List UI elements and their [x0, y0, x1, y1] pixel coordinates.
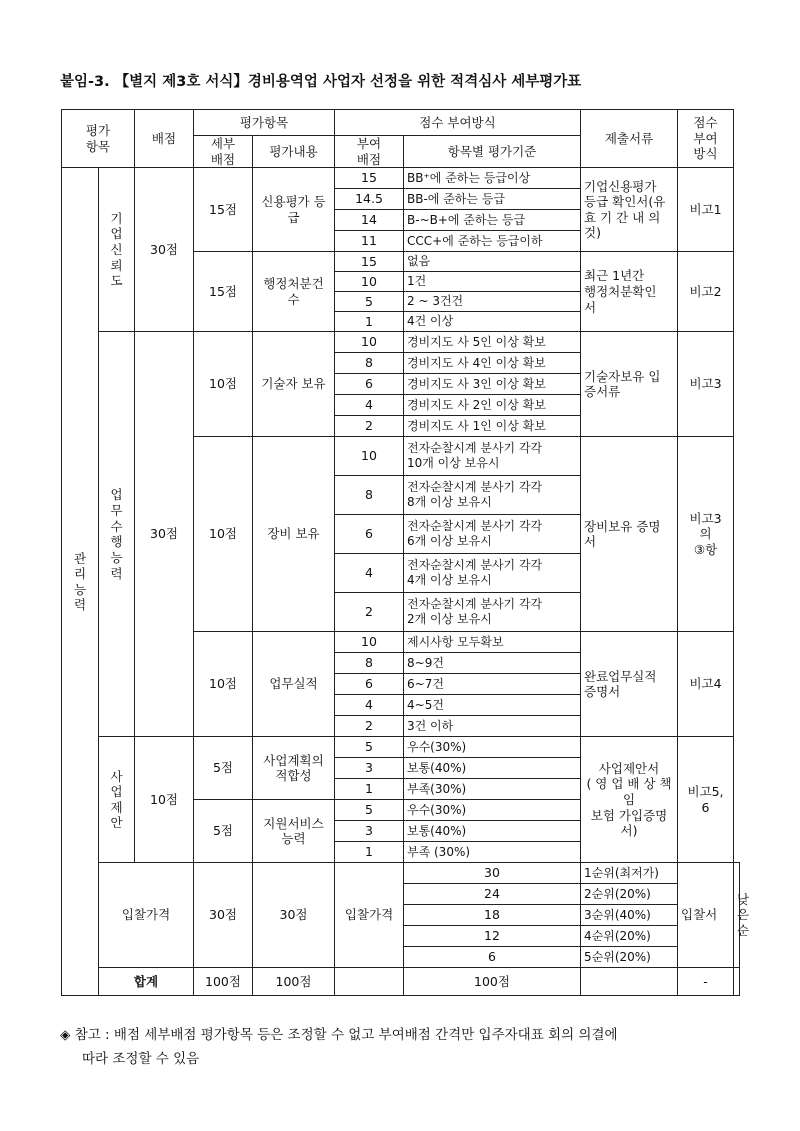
- criterion: 부족 (30%): [404, 842, 581, 863]
- given-score: 1: [335, 842, 404, 863]
- total-given: 100점: [404, 968, 581, 996]
- score-method: 비고2: [678, 252, 734, 332]
- score-method: 비고5, 6: [678, 737, 734, 863]
- criterion: 우수(30%): [404, 800, 581, 821]
- given-score: 3: [335, 821, 404, 842]
- header-eval-item: 평가 항목: [62, 110, 135, 168]
- header-score: 배점: [135, 110, 194, 168]
- given-score: 10: [335, 632, 404, 653]
- given-score: 10: [335, 437, 404, 476]
- criterion: 부족(30%): [404, 779, 581, 800]
- score-method: 비고3: [678, 332, 734, 437]
- header-eval-content: 평가내용: [253, 136, 335, 168]
- criterion: 전자순찰시계 분사기 각각 6개 이상 보유시: [404, 515, 581, 554]
- given-score: 10: [335, 332, 404, 353]
- diamond-bullet-icon: ◈: [60, 1027, 71, 1043]
- eval-content: 사업계획의 적합성: [253, 737, 335, 800]
- criterion: 4~5건: [404, 695, 581, 716]
- sub-score: 15점: [194, 252, 253, 332]
- given-score: 4: [335, 695, 404, 716]
- sub-score: 15점: [194, 168, 253, 252]
- total-score: 100점: [194, 968, 253, 996]
- criterion: 4건 이상: [404, 312, 581, 332]
- group-proposal: 사 업 제 안: [99, 737, 135, 863]
- given-score: 11: [335, 231, 404, 252]
- table-row: [62, 863, 740, 884]
- criterion: 전자순찰시계 분사기 각각 8개 이상 보유시: [404, 476, 581, 515]
- score-method: 비고3 의 ③항: [678, 437, 734, 632]
- given-score: 6: [335, 674, 404, 695]
- criterion: 1순위(최저가): [581, 863, 678, 884]
- documents: 사업제안서 ( 영 업 배 상 책 임 보험 가입증명 서): [581, 737, 678, 863]
- proposal-score: 10점: [135, 737, 194, 863]
- criterion: 전자순찰시계 분사기 각각 10개 이상 보유시: [404, 437, 581, 476]
- given-score: 8: [335, 353, 404, 374]
- header-sub-score: 세부 배점: [194, 136, 253, 168]
- given-score: 15: [335, 168, 404, 189]
- criterion: 경비지도 사 1인 이상 확보: [404, 416, 581, 437]
- criterion: 2순위(20%): [581, 884, 678, 905]
- criterion: 경비지도 사 2인 이상 확보: [404, 395, 581, 416]
- criterion: 1건: [404, 272, 581, 292]
- sub-score: 10점: [194, 437, 253, 632]
- criterion: 경비지도 사 4인 이상 확보: [404, 353, 581, 374]
- eval-content: 지원서비스 능력: [253, 800, 335, 863]
- group-bid: 입찰가격: [99, 863, 194, 968]
- page-title: 붙임-3. 【별지 제3호 서식】경비용역업 사업자 선정을 위한 적격심사 세부평가표: [60, 74, 582, 90]
- header-score-method: 점수 부여 방식: [678, 110, 734, 168]
- group-performance: 업 무 수 행 능 력: [99, 332, 135, 737]
- criterion: 8~9건: [404, 653, 581, 674]
- footnote: [60, 1023, 740, 1072]
- eval-content: 기술자 보유: [253, 332, 335, 437]
- sub-score: 5점: [194, 800, 253, 863]
- total-empty: [734, 968, 740, 996]
- header-method-section: 점수 부여방식: [335, 110, 581, 136]
- criterion: BB⁺에 준하는 등급이상: [404, 168, 581, 189]
- criterion: 5순위(20%): [581, 947, 678, 968]
- criterion: 보통(40%): [404, 821, 581, 842]
- total-label: 합계: [99, 968, 194, 996]
- documents: 최근 1년간 행정처분확인 서: [581, 252, 678, 332]
- header-criteria: 항목별 평가기준: [404, 136, 581, 168]
- criterion: 경비지도 사 3인 이상 확보: [404, 374, 581, 395]
- eval-content: 신용평가 등급: [253, 168, 335, 252]
- given-score: 18: [404, 905, 581, 926]
- criterion: 3순위(40%): [581, 905, 678, 926]
- given-score: 5: [335, 800, 404, 821]
- given-score: 6: [404, 947, 581, 968]
- total-empty: [581, 968, 678, 996]
- given-score: 8: [335, 653, 404, 674]
- eval-content: 입찰가격: [335, 863, 404, 968]
- documents: 장비보유 증명 서: [581, 437, 678, 632]
- score-method: 낮은 순: [734, 863, 740, 968]
- evaluation-table: [61, 109, 750, 996]
- documents: 완료업무실적 증명서: [581, 632, 678, 737]
- criterion: B-~B+에 준하는 등급: [404, 210, 581, 231]
- given-score: 6: [335, 515, 404, 554]
- criterion: 전자순찰시계 분사기 각각 4개 이상 보유시: [404, 554, 581, 593]
- documents: 기술자보유 입 증서류: [581, 332, 678, 437]
- total-empty: [335, 968, 404, 996]
- score-method: 비고4: [678, 632, 734, 737]
- total-doc: -: [678, 968, 734, 996]
- given-score: 2: [335, 416, 404, 437]
- criterion: 없음: [404, 252, 581, 272]
- criterion: 경비지도 사 5인 이상 확보: [404, 332, 581, 353]
- criterion: 4순위(20%): [581, 926, 678, 947]
- given-score: 14.5: [335, 189, 404, 210]
- given-score: 4: [335, 395, 404, 416]
- eval-content: 장비 보유: [253, 437, 335, 632]
- criterion: 보통(40%): [404, 758, 581, 779]
- given-score: 3: [335, 758, 404, 779]
- sub-score: 5점: [194, 737, 253, 800]
- total-sub-score: 100점: [253, 968, 335, 996]
- criterion: 제시사항 모두확보: [404, 632, 581, 653]
- score-method: 비고1: [678, 168, 734, 252]
- documents: 입찰서: [678, 863, 734, 968]
- given-score: 1: [335, 312, 404, 332]
- given-score: 5: [335, 292, 404, 312]
- sub-score: 10점: [194, 632, 253, 737]
- documents: 기업신용평가 등급 확인서(유 효 기 간 내 의 것): [581, 168, 678, 252]
- given-score: 2: [335, 716, 404, 737]
- criterion: BB-에 준하는 등급: [404, 189, 581, 210]
- criterion: CCC+에 준하는 등급이하: [404, 231, 581, 252]
- given-score: 24: [404, 884, 581, 905]
- given-score: 30: [404, 863, 581, 884]
- table-row: [62, 110, 740, 136]
- given-score: 4: [335, 554, 404, 593]
- given-score: 8: [335, 476, 404, 515]
- given-score: 14: [335, 210, 404, 231]
- footnote-line-1: 참고 : 배점 세부배점 평가항목 등은 조정할 수 없고 부여배점 간격만 입주자대표 회의 의결에: [74, 1027, 618, 1043]
- eval-content: 업무실적: [253, 632, 335, 737]
- given-score: 15: [335, 252, 404, 272]
- eval-content: 행정처분건 수: [253, 252, 335, 332]
- given-score: 6: [335, 374, 404, 395]
- credit-score: 30점: [135, 168, 194, 332]
- criterion: 2 ~ 3건건: [404, 292, 581, 312]
- table-row: [62, 737, 740, 758]
- given-score: 12: [404, 926, 581, 947]
- table-row: [62, 968, 740, 996]
- table-row: [62, 168, 740, 189]
- sub-score: 10점: [194, 332, 253, 437]
- group-credit: 기 업 신 뢰 도: [99, 168, 135, 332]
- sub-score: 30점: [253, 863, 335, 968]
- table-row: [62, 332, 740, 353]
- given-score: 5: [335, 737, 404, 758]
- header-documents: 제출서류: [581, 110, 678, 168]
- footnote-line-2: 따라 조정할 수 있음: [82, 1051, 200, 1068]
- given-score: 2: [335, 593, 404, 632]
- criterion: 3건 이하: [404, 716, 581, 737]
- criterion: 6~7건: [404, 674, 581, 695]
- performance-score: 30점: [135, 332, 194, 737]
- bid-score: 30점: [194, 863, 253, 968]
- header-eval-section: 평가항목: [194, 110, 335, 136]
- criterion: 우수(30%): [404, 737, 581, 758]
- given-score: 1: [335, 779, 404, 800]
- criterion: 전자순찰시계 분사기 각각 2개 이상 보유시: [404, 593, 581, 632]
- given-score: 10: [335, 272, 404, 292]
- header-given-score: 부여 배점: [335, 136, 404, 168]
- group-management: 관 리 능 력: [62, 168, 99, 996]
